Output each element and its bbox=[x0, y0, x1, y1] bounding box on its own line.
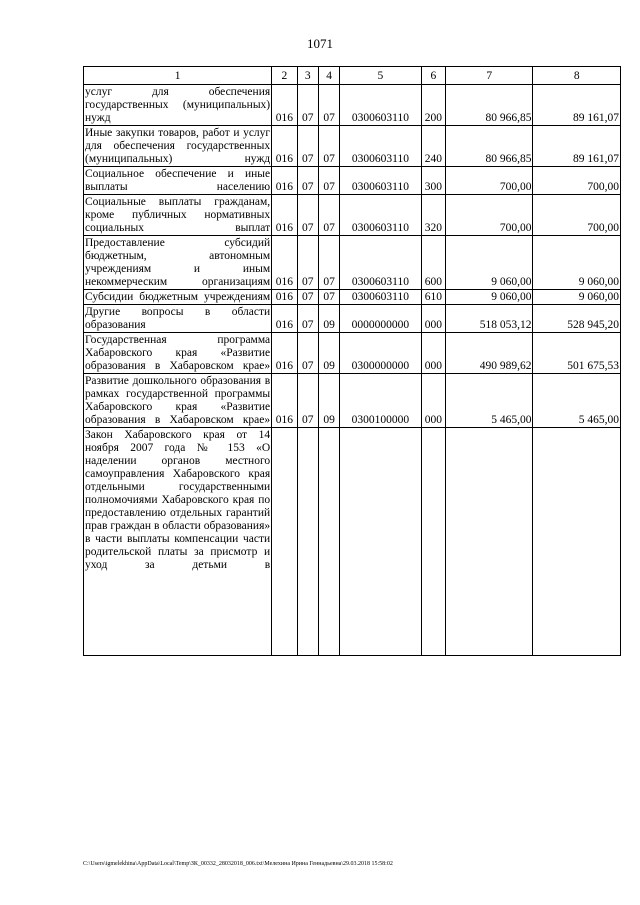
row-name: Субсидии бюджетным учреждениям bbox=[85, 291, 271, 303]
target-article-code: 0300000000 bbox=[340, 333, 421, 374]
expense-type-code: 600 bbox=[421, 236, 445, 290]
row-name: Развитие дошкольного образования в рамках государственной программы Хабаровского края «Развитие образования в Хабаровском крае» bbox=[85, 375, 271, 426]
table-row bbox=[84, 195, 621, 236]
section-code: 07 bbox=[297, 195, 318, 236]
empty-cell bbox=[272, 428, 297, 656]
table-row bbox=[84, 167, 621, 195]
row-name: Предоставление субсидий бюджетным, автономным учреждениям и иным некоммерческим организациям bbox=[85, 237, 271, 288]
column-number: 2 bbox=[272, 67, 297, 85]
table-row bbox=[84, 126, 621, 167]
footer-file-path: C:\Users\igmelekhina\AppData\Local\Temp\ЗК_00332_28032018_006.txt\Мелехина Ирина Геннадьевна\29.03.2018 15:58:02 bbox=[83, 861, 393, 867]
row-name: Социальные выплаты гражданам, кроме публичных нормативных социальных выплат bbox=[85, 196, 271, 234]
amount-year-1: 518 053,12 bbox=[446, 305, 533, 333]
section-code: 07 bbox=[297, 85, 318, 126]
amount-year-2: 9 060,00 bbox=[533, 236, 621, 290]
expense-type-code: 200 bbox=[421, 85, 445, 126]
amount-year-2: 89 161,07 bbox=[533, 85, 621, 126]
empty-cell bbox=[297, 428, 318, 656]
table-row-continued bbox=[84, 428, 621, 656]
empty-cell bbox=[318, 428, 339, 656]
page-number: 1071 bbox=[307, 36, 333, 51]
subsection-code: 07 bbox=[318, 167, 339, 195]
target-article-code: 0300603110 bbox=[340, 85, 421, 126]
amount-year-1: 80 966,85 bbox=[446, 126, 533, 167]
admin-code: 016 bbox=[272, 290, 297, 305]
amount-year-1: 700,00 bbox=[446, 195, 533, 236]
empty-cell bbox=[533, 428, 621, 656]
target-article-code: 0300603110 bbox=[340, 236, 421, 290]
row-name: услуг для обеспечения государственных (муниципальных) нужд bbox=[85, 86, 271, 124]
admin-code: 016 bbox=[272, 195, 297, 236]
amount-year-2: 5 465,00 bbox=[533, 374, 621, 428]
section-code: 07 bbox=[297, 126, 318, 167]
amount-year-1: 9 060,00 bbox=[446, 290, 533, 305]
section-code: 07 bbox=[297, 167, 318, 195]
table-row bbox=[84, 85, 621, 126]
expense-type-code: 240 bbox=[421, 126, 445, 167]
column-number: 4 bbox=[318, 67, 339, 85]
table-row bbox=[84, 236, 621, 290]
section-code: 07 bbox=[297, 305, 318, 333]
expense-type-code: 610 bbox=[421, 290, 445, 305]
amount-year-1: 490 989,62 bbox=[446, 333, 533, 374]
section-code: 07 bbox=[297, 236, 318, 290]
budget-table bbox=[83, 66, 621, 656]
amount-year-2: 501 675,53 bbox=[533, 333, 621, 374]
amount-year-2: 700,00 bbox=[533, 195, 621, 236]
table-row bbox=[84, 290, 621, 305]
column-number-row bbox=[84, 67, 621, 85]
section-code: 07 bbox=[297, 333, 318, 374]
amount-year-1: 5 465,00 bbox=[446, 374, 533, 428]
amount-year-2: 528 945,20 bbox=[533, 305, 621, 333]
admin-code: 016 bbox=[272, 374, 297, 428]
empty-cell bbox=[421, 428, 445, 656]
row-name: Социальное обеспечение и иные выплаты населению bbox=[85, 168, 271, 193]
amount-year-1: 9 060,00 bbox=[446, 236, 533, 290]
row-name: Закон Хабаровского края от 14 ноября 2007 года № 153 «О наделении органов местного самоуправления Хабаровского края отдельными государственными полномочиями Хабаровского края по предоставлению отдельных гарантий прав граждан в области образования» в части выплаты компенсации части родительской платы за присмотр и уход за детьми в bbox=[84, 428, 272, 656]
subsection-code: 07 bbox=[318, 126, 339, 167]
admin-code: 016 bbox=[272, 167, 297, 195]
admin-code: 016 bbox=[272, 236, 297, 290]
row-name: Другие вопросы в области образования bbox=[85, 306, 271, 331]
subsection-code: 09 bbox=[318, 374, 339, 428]
expense-type-code: 000 bbox=[421, 374, 445, 428]
amount-year-1: 80 966,85 bbox=[446, 85, 533, 126]
expense-type-code: 000 bbox=[421, 333, 445, 374]
expense-type-code: 320 bbox=[421, 195, 445, 236]
amount-year-2: 700,00 bbox=[533, 167, 621, 195]
target-article-code: 0300603110 bbox=[340, 126, 421, 167]
subsection-code: 07 bbox=[318, 236, 339, 290]
column-number: 7 bbox=[446, 67, 533, 85]
subsection-code: 09 bbox=[318, 333, 339, 374]
subsection-code: 07 bbox=[318, 195, 339, 236]
target-article-code: 0300603110 bbox=[340, 195, 421, 236]
column-number: 8 bbox=[533, 67, 621, 85]
empty-cell bbox=[446, 428, 533, 656]
target-article-code: 0000000000 bbox=[340, 305, 421, 333]
empty-cell bbox=[340, 428, 421, 656]
subsection-code: 07 bbox=[318, 290, 339, 305]
column-number: 5 bbox=[340, 67, 421, 85]
section-code: 07 bbox=[297, 374, 318, 428]
amount-year-2: 89 161,07 bbox=[533, 126, 621, 167]
table-row bbox=[84, 374, 621, 428]
admin-code: 016 bbox=[272, 126, 297, 167]
column-number: 3 bbox=[297, 67, 318, 85]
subsection-code: 07 bbox=[318, 85, 339, 126]
column-number: 6 bbox=[421, 67, 445, 85]
target-article-code: 0300603110 bbox=[340, 167, 421, 195]
admin-code: 016 bbox=[272, 333, 297, 374]
target-article-code: 0300603110 bbox=[340, 290, 421, 305]
expense-type-code: 300 bbox=[421, 167, 445, 195]
amount-year-2: 9 060,00 bbox=[533, 290, 621, 305]
row-name: Государственная программа Хабаровского края «Развитие образования в Хабаровском крае» bbox=[85, 334, 271, 372]
subsection-code: 09 bbox=[318, 305, 339, 333]
admin-code: 016 bbox=[272, 85, 297, 126]
amount-year-1: 700,00 bbox=[446, 167, 533, 195]
admin-code: 016 bbox=[272, 305, 297, 333]
table-row bbox=[84, 333, 621, 374]
column-number: 1 bbox=[84, 67, 272, 85]
row-name: Иные закупки товаров, работ и услуг для обеспечения государственных (муниципальных) нужд bbox=[85, 127, 271, 165]
table-row bbox=[84, 305, 621, 333]
section-code: 07 bbox=[297, 290, 318, 305]
expense-type-code: 000 bbox=[421, 305, 445, 333]
target-article-code: 0300100000 bbox=[340, 374, 421, 428]
